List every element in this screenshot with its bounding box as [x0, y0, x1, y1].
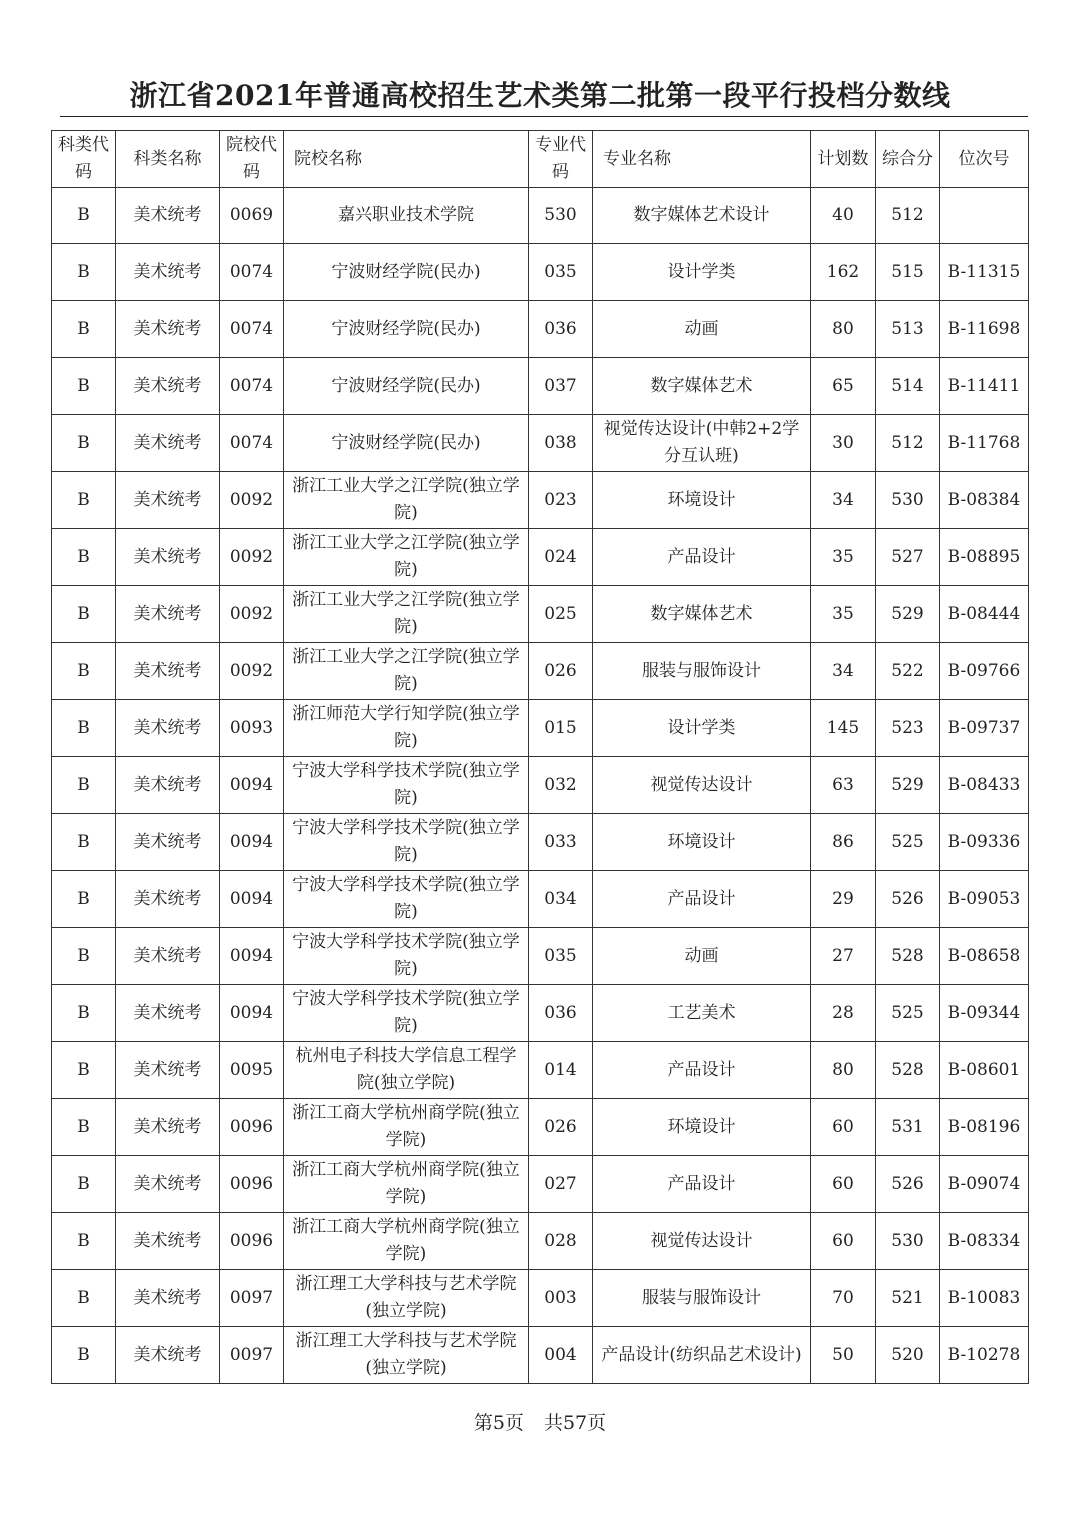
category-name-cell: 美术统考 [116, 871, 220, 928]
category-name-cell: 美术统考 [116, 188, 220, 244]
category-code-cell: B [52, 1270, 116, 1327]
school-code-cell: 0096 [220, 1099, 284, 1156]
plan-count-cell: 29 [811, 871, 876, 928]
school-name-cell: 浙江工业大学之江学院(独立学院) [284, 586, 529, 643]
major-name-cell: 工艺美术 [593, 985, 811, 1042]
plan-count-cell: 60 [811, 1213, 876, 1270]
school-name-cell: 宁波大学科学技术学院(独立学院) [284, 814, 529, 871]
col-header-plan-count: 计划数 [811, 131, 876, 188]
plan-count-cell: 34 [811, 643, 876, 700]
rank-cell [940, 188, 1029, 244]
school-name-cell: 宁波财经学院(民办) [284, 358, 529, 415]
school-code-cell: 0094 [220, 757, 284, 814]
category-code-cell: B [52, 244, 116, 301]
table-row [52, 244, 1029, 301]
major-name-cell: 设计学类 [593, 700, 811, 757]
category-code-cell: B [52, 814, 116, 871]
plan-count-cell: 50 [811, 1327, 876, 1384]
major-name-cell: 数字媒体艺术 [593, 358, 811, 415]
composite-score-cell: 522 [876, 643, 940, 700]
major-name-cell: 数字媒体艺术设计 [593, 188, 811, 244]
category-code-cell: B [52, 358, 116, 415]
table-row [52, 415, 1029, 472]
category-code-cell: B [52, 188, 116, 244]
table-row [52, 586, 1029, 643]
major-code-cell: 003 [529, 1270, 593, 1327]
rank-cell: B-09737 [940, 700, 1029, 757]
school-name-cell: 宁波大学科学技术学院(独立学院) [284, 928, 529, 985]
composite-score-cell: 521 [876, 1270, 940, 1327]
major-name-cell: 产品设计 [593, 1042, 811, 1099]
school-code-cell: 0096 [220, 1213, 284, 1270]
category-name-cell: 美术统考 [116, 415, 220, 472]
category-code-cell: B [52, 871, 116, 928]
table-row [52, 1099, 1029, 1156]
major-name-cell: 服装与服饰设计 [593, 1270, 811, 1327]
rank-cell: B-09344 [940, 985, 1029, 1042]
school-name-cell: 浙江理工大学科技与艺术学院(独立学院) [284, 1327, 529, 1384]
school-name-cell: 嘉兴职业技术学院 [284, 188, 529, 244]
major-name-cell: 服装与服饰设计 [593, 643, 811, 700]
col-header-composite-score: 综合分 [876, 131, 940, 188]
school-name-cell: 浙江工商大学杭州商学院(独立学院) [284, 1156, 529, 1213]
table-row [52, 472, 1029, 529]
composite-score-cell: 523 [876, 700, 940, 757]
major-code-cell: 037 [529, 358, 593, 415]
rank-cell: B-08196 [940, 1099, 1029, 1156]
major-code-cell: 530 [529, 188, 593, 244]
rank-cell: B-10278 [940, 1327, 1029, 1384]
school-code-cell: 0094 [220, 928, 284, 985]
major-code-cell: 014 [529, 1042, 593, 1099]
major-code-cell: 036 [529, 985, 593, 1042]
school-code-cell: 0095 [220, 1042, 284, 1099]
school-code-cell: 0097 [220, 1270, 284, 1327]
school-name-cell: 宁波财经学院(民办) [284, 244, 529, 301]
school-code-cell: 0092 [220, 529, 284, 586]
category-code-cell: B [52, 1042, 116, 1099]
plan-count-cell: 34 [811, 472, 876, 529]
category-code-cell: B [52, 985, 116, 1042]
plan-count-cell: 65 [811, 358, 876, 415]
major-name-cell: 环境设计 [593, 1099, 811, 1156]
category-name-cell: 美术统考 [116, 1213, 220, 1270]
category-code-cell: B [52, 529, 116, 586]
category-name-cell: 美术统考 [116, 1156, 220, 1213]
category-name-cell: 美术统考 [116, 529, 220, 586]
table-row [52, 1156, 1029, 1213]
school-name-cell: 宁波大学科学技术学院(独立学院) [284, 985, 529, 1042]
major-name-cell: 动画 [593, 301, 811, 358]
major-name-cell: 动画 [593, 928, 811, 985]
category-code-cell: B [52, 928, 116, 985]
major-code-cell: 026 [529, 643, 593, 700]
category-code-cell: B [52, 472, 116, 529]
major-code-cell: 004 [529, 1327, 593, 1384]
school-code-cell: 0092 [220, 586, 284, 643]
table-row [52, 814, 1029, 871]
rank-cell: B-09053 [940, 871, 1029, 928]
school-code-cell: 0092 [220, 472, 284, 529]
category-code-cell: B [52, 301, 116, 358]
school-name-cell: 浙江师范大学行知学院(独立学院) [284, 700, 529, 757]
plan-count-cell: 162 [811, 244, 876, 301]
school-code-cell: 0092 [220, 643, 284, 700]
school-name-cell: 宁波财经学院(民办) [284, 415, 529, 472]
category-code-cell: B [52, 1099, 116, 1156]
school-name-cell: 杭州电子科技大学信息工程学院(独立学院) [284, 1042, 529, 1099]
major-code-cell: 027 [529, 1156, 593, 1213]
table-row [52, 643, 1029, 700]
major-name-cell: 视觉传达设计 [593, 757, 811, 814]
category-name-cell: 美术统考 [116, 472, 220, 529]
major-code-cell: 026 [529, 1099, 593, 1156]
composite-score-cell: 520 [876, 1327, 940, 1384]
table-row [52, 1042, 1029, 1099]
composite-score-cell: 526 [876, 1156, 940, 1213]
major-name-cell: 视觉传达设计 [593, 1213, 811, 1270]
category-name-cell: 美术统考 [116, 757, 220, 814]
col-header-school-code: 院校代码 [220, 131, 284, 188]
school-name-cell: 浙江理工大学科技与艺术学院(独立学院) [284, 1270, 529, 1327]
school-name-cell: 浙江工业大学之江学院(独立学院) [284, 643, 529, 700]
category-name-cell: 美术统考 [116, 814, 220, 871]
major-code-cell: 033 [529, 814, 593, 871]
major-code-cell: 034 [529, 871, 593, 928]
school-name-cell: 宁波财经学院(民办) [284, 301, 529, 358]
major-code-cell: 038 [529, 415, 593, 472]
category-name-cell: 美术统考 [116, 301, 220, 358]
school-name-cell: 宁波大学科学技术学院(独立学院) [284, 871, 529, 928]
composite-score-cell: 514 [876, 358, 940, 415]
composite-score-cell: 529 [876, 757, 940, 814]
plan-count-cell: 40 [811, 188, 876, 244]
major-code-cell: 023 [529, 472, 593, 529]
rank-cell: B-08334 [940, 1213, 1029, 1270]
table-row [52, 188, 1029, 244]
plan-count-cell: 30 [811, 415, 876, 472]
school-code-cell: 0093 [220, 700, 284, 757]
major-name-cell: 环境设计 [593, 814, 811, 871]
major-name-cell: 视觉传达设计(中韩2+2学分互认班) [593, 415, 811, 472]
rank-cell: B-09074 [940, 1156, 1029, 1213]
table-row [52, 700, 1029, 757]
table-row [52, 1270, 1029, 1327]
rank-cell: B-08433 [940, 757, 1029, 814]
school-name-cell: 浙江工商大学杭州商学院(独立学院) [284, 1213, 529, 1270]
rank-cell: B-09766 [940, 643, 1029, 700]
composite-score-cell: 525 [876, 985, 940, 1042]
composite-score-cell: 525 [876, 814, 940, 871]
major-code-cell: 025 [529, 586, 593, 643]
category-name-cell: 美术统考 [116, 586, 220, 643]
rank-cell: B-11768 [940, 415, 1029, 472]
table-row [52, 358, 1029, 415]
category-code-cell: B [52, 1156, 116, 1213]
col-header-major-code: 专业代码 [529, 131, 593, 188]
table-row [52, 301, 1029, 358]
major-code-cell: 024 [529, 529, 593, 586]
plan-count-cell: 145 [811, 700, 876, 757]
composite-score-cell: 527 [876, 529, 940, 586]
admission-score-table [51, 130, 1029, 1384]
school-code-cell: 0097 [220, 1327, 284, 1384]
category-code-cell: B [52, 586, 116, 643]
category-name-cell: 美术统考 [116, 1099, 220, 1156]
major-name-cell: 产品设计 [593, 1156, 811, 1213]
rank-cell: B-08658 [940, 928, 1029, 985]
school-name-cell: 浙江工业大学之江学院(独立学院) [284, 529, 529, 586]
plan-count-cell: 63 [811, 757, 876, 814]
category-name-cell: 美术统考 [116, 1042, 220, 1099]
col-header-category-name: 科类名称 [116, 131, 220, 188]
category-name-cell: 美术统考 [116, 1270, 220, 1327]
rank-cell: B-10083 [940, 1270, 1029, 1327]
composite-score-cell: 512 [876, 415, 940, 472]
col-header-major-name: 专业名称 [593, 131, 811, 188]
category-name-cell: 美术统考 [116, 928, 220, 985]
rank-cell: B-08384 [940, 472, 1029, 529]
page-number-footer: 第5页 共57页 [473, 1412, 607, 1434]
plan-count-cell: 28 [811, 985, 876, 1042]
major-name-cell: 设计学类 [593, 244, 811, 301]
major-name-cell: 产品设计(纺织品艺术设计) [593, 1327, 811, 1384]
major-code-cell: 036 [529, 301, 593, 358]
category-code-cell: B [52, 643, 116, 700]
major-name-cell: 产品设计 [593, 529, 811, 586]
school-code-cell: 0074 [220, 301, 284, 358]
school-code-cell: 0069 [220, 188, 284, 244]
col-header-rank: 位次号 [940, 131, 1029, 188]
school-code-cell: 0094 [220, 985, 284, 1042]
category-name-cell: 美术统考 [116, 1327, 220, 1384]
table-row [52, 1213, 1029, 1270]
table-row [52, 529, 1029, 586]
school-code-cell: 0094 [220, 871, 284, 928]
plan-count-cell: 86 [811, 814, 876, 871]
rank-cell: B-11698 [940, 301, 1029, 358]
rank-cell: B-11315 [940, 244, 1029, 301]
composite-score-cell: 530 [876, 472, 940, 529]
composite-score-cell: 515 [876, 244, 940, 301]
major-name-cell: 数字媒体艺术 [593, 586, 811, 643]
rank-cell: B-11411 [940, 358, 1029, 415]
category-code-cell: B [52, 757, 116, 814]
table-row [52, 757, 1029, 814]
major-code-cell: 035 [529, 928, 593, 985]
plan-count-cell: 70 [811, 1270, 876, 1327]
plan-count-cell: 60 [811, 1156, 876, 1213]
category-name-cell: 美术统考 [116, 985, 220, 1042]
major-name-cell: 环境设计 [593, 472, 811, 529]
plan-count-cell: 35 [811, 529, 876, 586]
composite-score-cell: 528 [876, 1042, 940, 1099]
plan-count-cell: 60 [811, 1099, 876, 1156]
category-name-cell: 美术统考 [116, 700, 220, 757]
category-code-cell: B [52, 1213, 116, 1270]
school-code-cell: 0074 [220, 358, 284, 415]
table-row [52, 985, 1029, 1042]
major-code-cell: 015 [529, 700, 593, 757]
major-code-cell: 028 [529, 1213, 593, 1270]
plan-count-cell: 80 [811, 1042, 876, 1099]
major-code-cell: 035 [529, 244, 593, 301]
composite-score-cell: 513 [876, 301, 940, 358]
composite-score-cell: 512 [876, 188, 940, 244]
plan-count-cell: 35 [811, 586, 876, 643]
school-code-cell: 0094 [220, 814, 284, 871]
school-name-cell: 浙江工商大学杭州商学院(独立学院) [284, 1099, 529, 1156]
plan-count-cell: 80 [811, 301, 876, 358]
composite-score-cell: 531 [876, 1099, 940, 1156]
table-row [52, 871, 1029, 928]
composite-score-cell: 530 [876, 1213, 940, 1270]
composite-score-cell: 526 [876, 871, 940, 928]
category-code-cell: B [52, 415, 116, 472]
table-header-row [52, 131, 1029, 188]
major-code-cell: 032 [529, 757, 593, 814]
school-name-cell: 宁波大学科学技术学院(独立学院) [284, 757, 529, 814]
table-row [52, 928, 1029, 985]
document-title: 浙江省2021年普通高校招生艺术类第二批第一段平行投档分数线 [129, 79, 951, 112]
rank-cell: B-08895 [940, 529, 1029, 586]
category-code-cell: B [52, 1327, 116, 1384]
category-name-cell: 美术统考 [116, 358, 220, 415]
category-name-cell: 美术统考 [116, 643, 220, 700]
school-code-cell: 0096 [220, 1156, 284, 1213]
category-name-cell: 美术统考 [116, 244, 220, 301]
col-header-category-code: 科类代码 [52, 131, 116, 188]
rank-cell: B-09336 [940, 814, 1029, 871]
rank-cell: B-08601 [940, 1042, 1029, 1099]
category-code-cell: B [52, 700, 116, 757]
title-underline [60, 116, 1028, 117]
col-header-school-name: 院校名称 [284, 131, 529, 188]
rank-cell: B-08444 [940, 586, 1029, 643]
school-name-cell: 浙江工业大学之江学院(独立学院) [284, 472, 529, 529]
plan-count-cell: 27 [811, 928, 876, 985]
table-body [52, 188, 1029, 1384]
composite-score-cell: 528 [876, 928, 940, 985]
major-name-cell: 产品设计 [593, 871, 811, 928]
school-code-cell: 0074 [220, 415, 284, 472]
table-row [52, 1327, 1029, 1384]
school-code-cell: 0074 [220, 244, 284, 301]
composite-score-cell: 529 [876, 586, 940, 643]
